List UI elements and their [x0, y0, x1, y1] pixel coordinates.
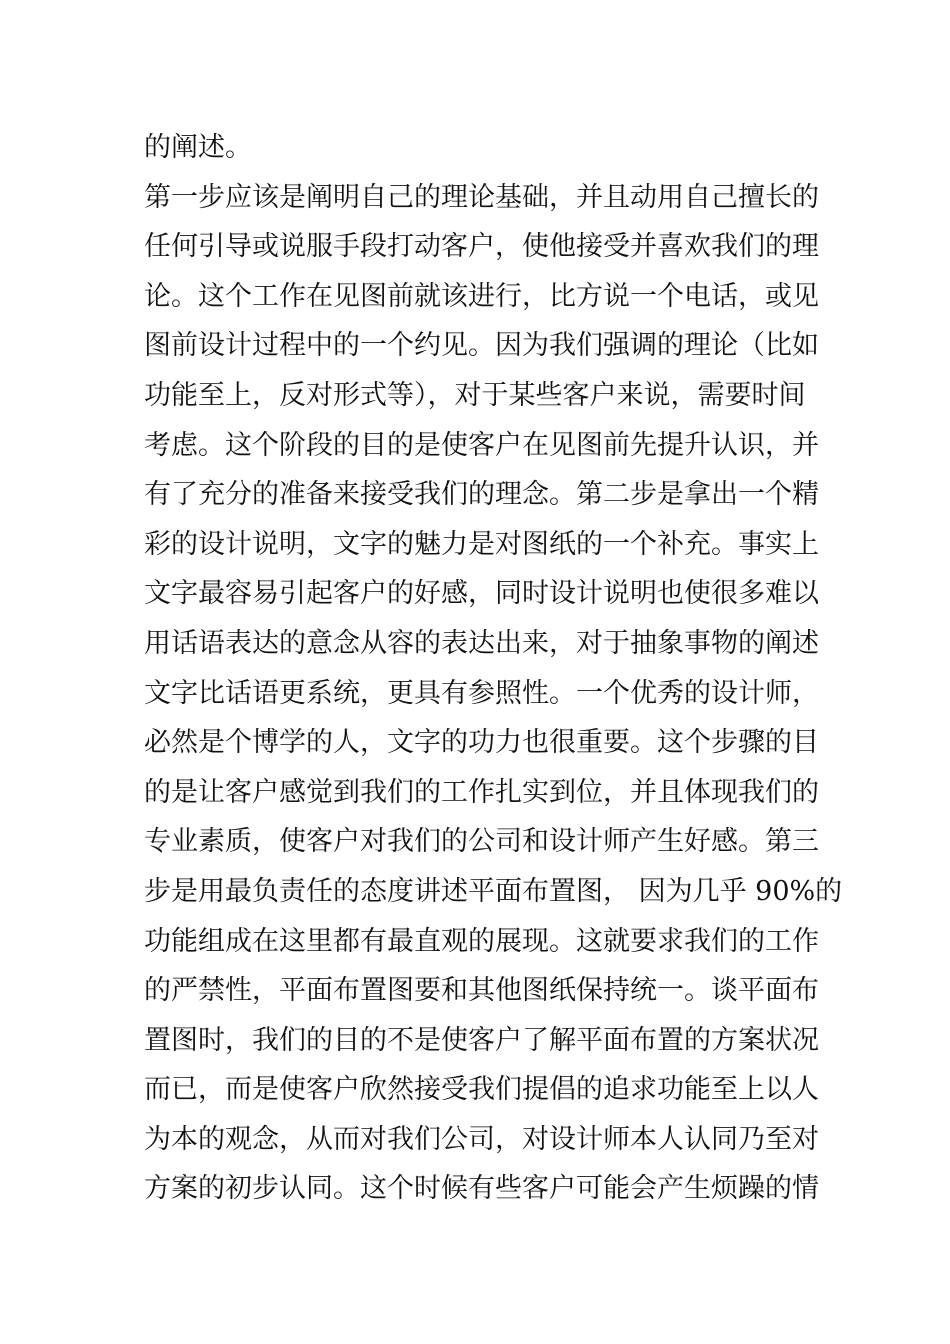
text-line: 图前设计过程中的一个约见。因为我们强调的理论（比如	[144, 330, 819, 362]
text-line: 论。这个工作在见图前就该进行，比方说一个电话，或见	[144, 280, 819, 312]
text-line: 考虑。这个阶段的目的是使客户在见图前先提升认识，并	[144, 429, 819, 461]
text-line: 为本的观念，从而对我们公司，对设计师本人认同乃至对	[144, 1123, 819, 1155]
text-line: 方案的初步认同。这个时候有些客户可能会产生烦躁的情	[144, 1173, 819, 1205]
text-line: 的严禁性，平面布置图要和其他图纸保持统一。谈平面布	[144, 975, 819, 1007]
text-line: 彩的设计说明，文字的魅力是对图纸的一个补充。事实上	[144, 528, 819, 560]
text-line: 必然是个博学的人，文字的功力也很重要。这个步骤的目	[144, 727, 819, 759]
text-line: 置图时，我们的目的不是使客户了解平面布置的方案状况	[144, 1024, 819, 1056]
text-line: 而已，而是使客户欣然接受我们提倡的追求功能至上以人	[144, 1074, 819, 1106]
text-line: 文字比话语更系统，更具有参照性。一个优秀的设计师，	[144, 677, 819, 709]
text-line: 的阐述。	[144, 132, 252, 163]
text-line: 功能组成在这里都有最直观的展现。这就要求我们的工作	[144, 925, 819, 957]
text-line: 专业素质，使客户对我们的公司和设计师产生好感。第三	[144, 826, 819, 858]
text-line: 功能至上，反对形式等），对于某些客户来说，需要时间	[144, 379, 806, 411]
text-line: 第一步应该是阐明自己的理论基础，并且动用自己擅长的	[144, 181, 819, 213]
text-line: 任何引导或说服手段打动客户，使他接受并喜欢我们的理	[144, 231, 819, 263]
text-line: 有了充分的准备来接受我们的理念。第二步是拿出一个精	[144, 479, 819, 511]
text-line: 文字最容易引起客户的好感，同时设计说明也使很多难以	[144, 578, 819, 610]
text-line: 的是让客户感觉到我们的工作扎实到位，并且体现我们的	[144, 776, 819, 808]
body-text	[144, 123, 843, 1214]
text-line: 用话语表达的意念从容的表达出来，对于抽象事物的阐述	[144, 627, 819, 659]
text-line: 步是用最负责任的态度讲述平面布置图， 因为几乎 90%的	[144, 875, 843, 907]
